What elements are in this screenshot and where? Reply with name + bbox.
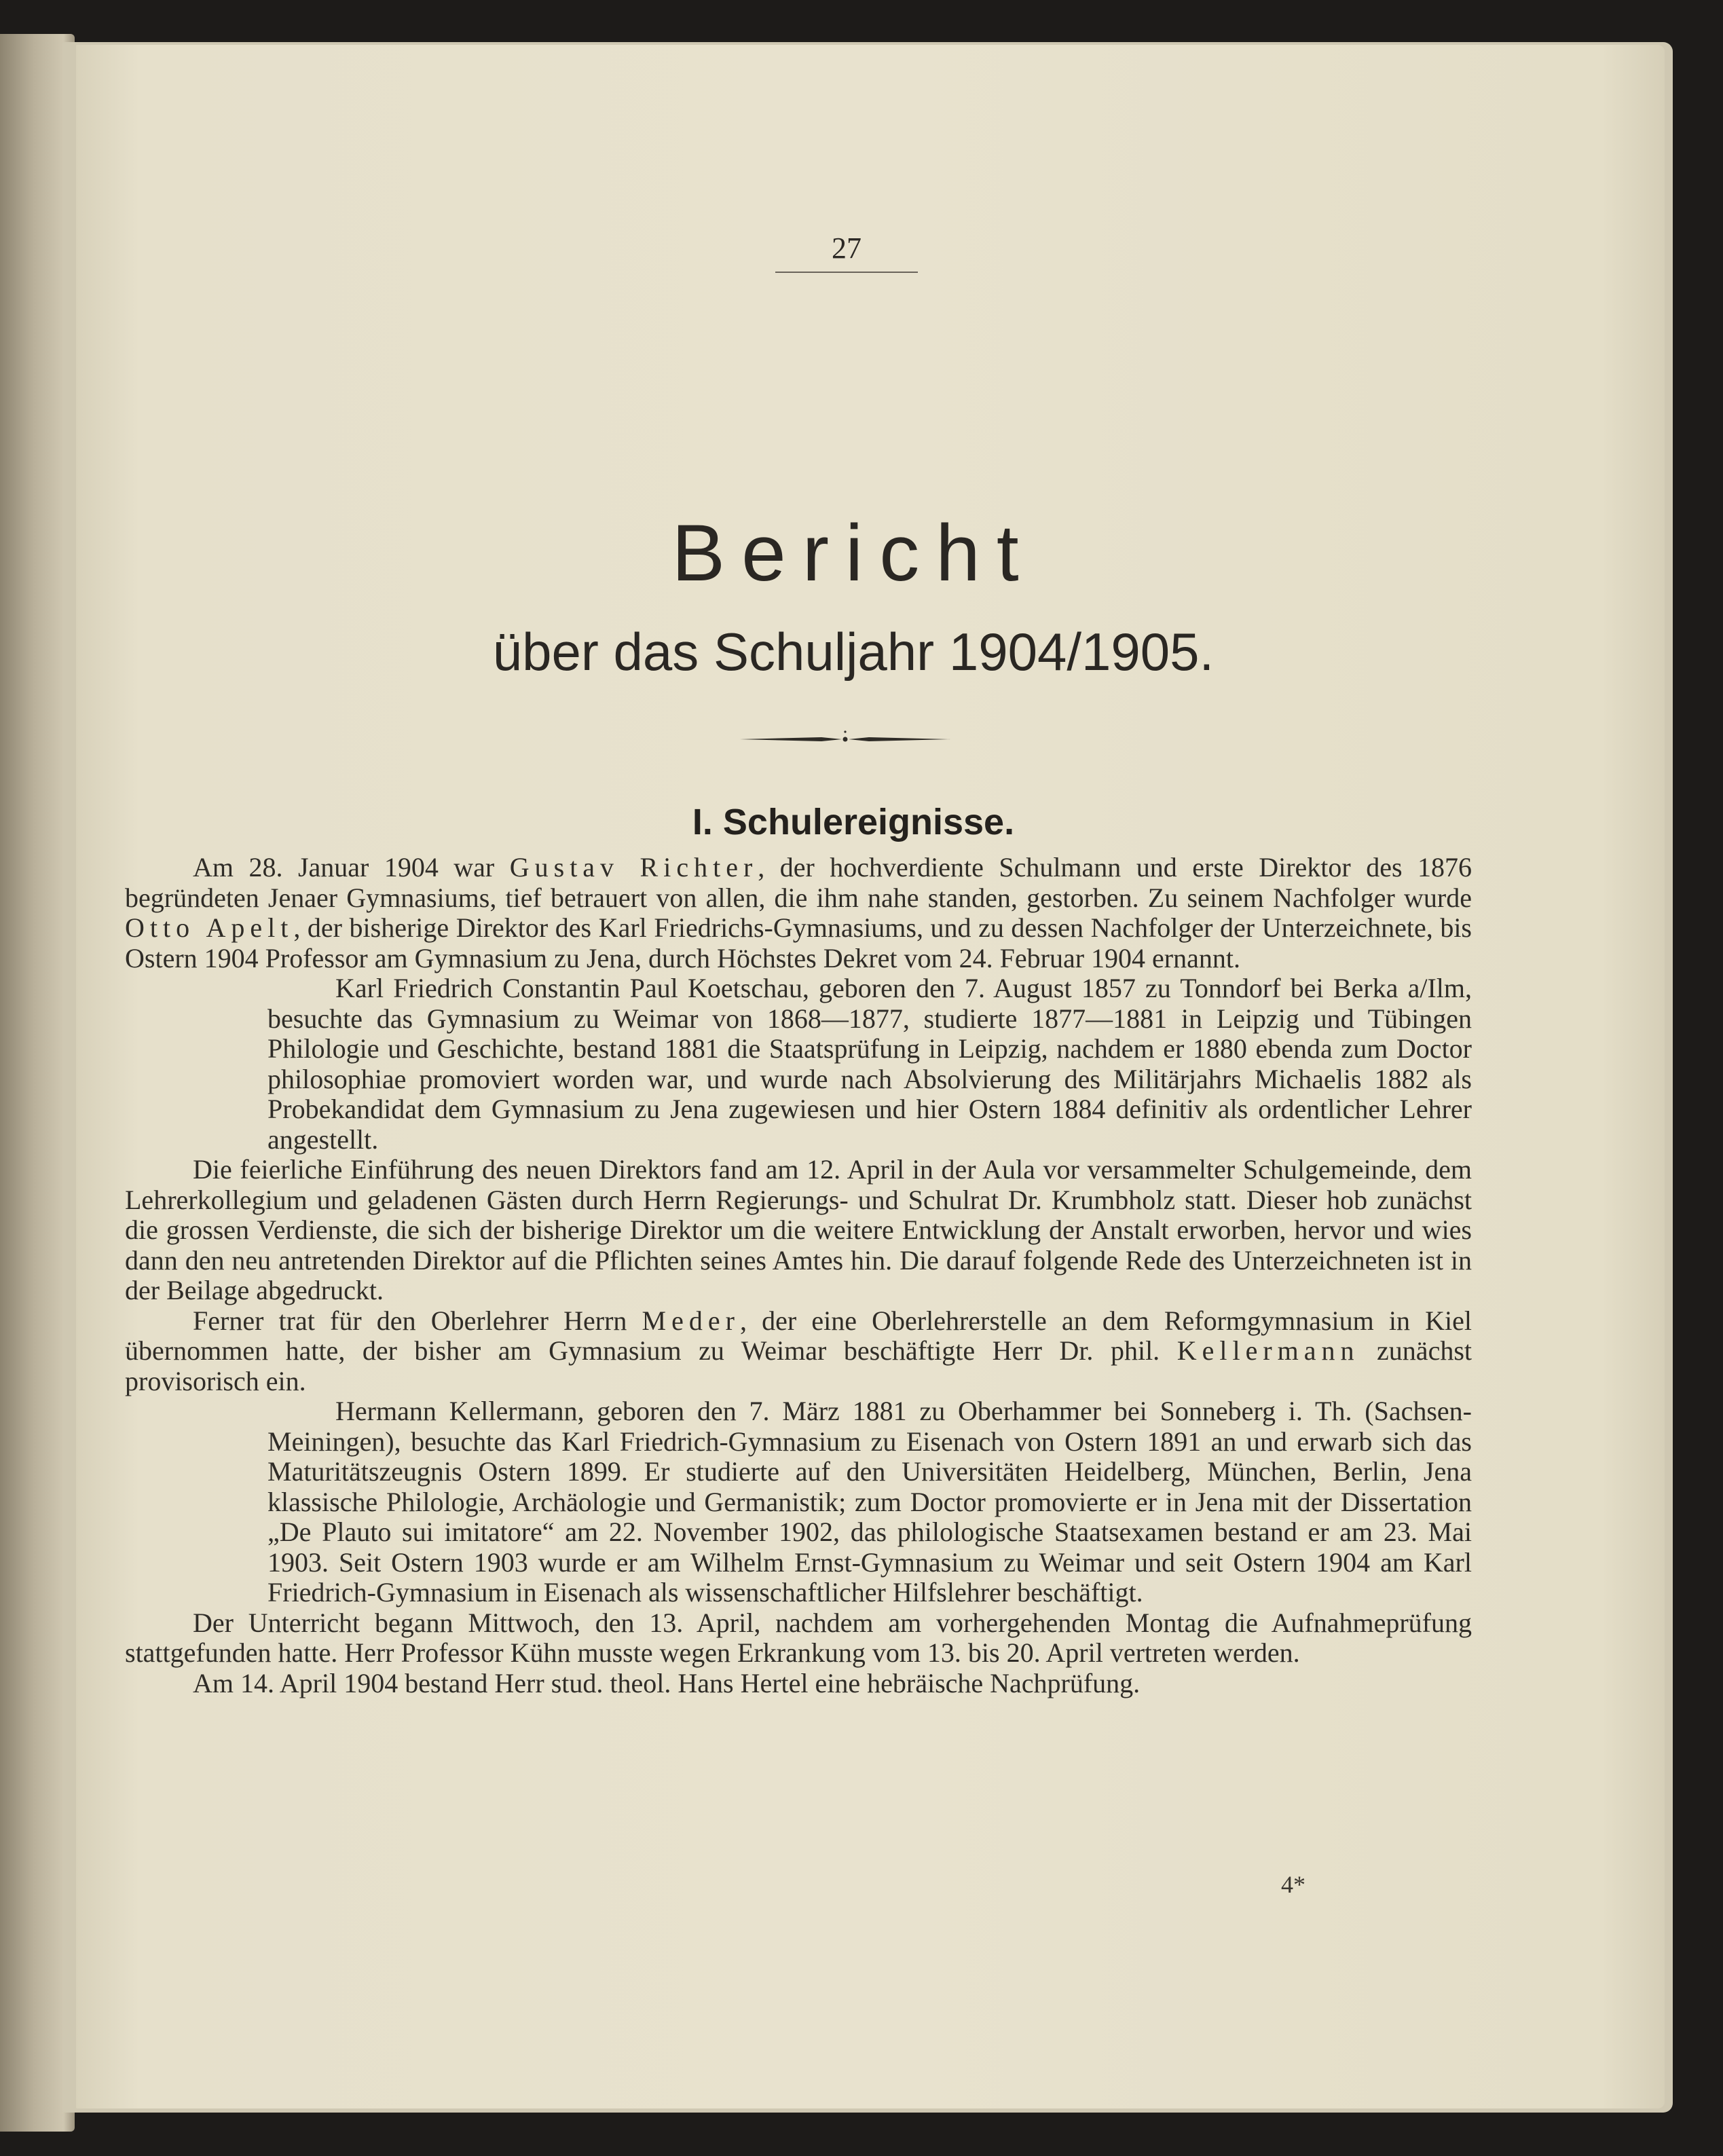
name-kellermann: Kellermann [1177,1335,1360,1366]
biography-kellermann: Hermann Kellermann, geboren den 7. März 1881 zu Oberhammer bei Sonneberg i. Th. (Sachsen-Meiningen), besuchte das Karl Friedrich-Gymnasium zu Eisenach von Ostern 1891 an und erwarb sich das Maturitätszeugnis Ostern 1899. Er studierte auf den Universitäten Heidelberg, München, Berlin, Jena klassische Philologie, Archäologie und Germanistik; zum Doctor promovierte er in Jena mit der Dissertation „De Plauto sui imitatore“ am 22. November 1902, das philologische Staatsexamen bestand er am 23. Mai 1903. Seit Ostern 1903 wurde er am Wilhelm Ernst-Gymnasium zu Weimar und seit Ostern 1904 am Karl Friedrich-Gymnasium in Eisenach als wissenschaftlicher Hilfslehrer beschäftigt. [267,1396,1472,1607]
paragraph-3-text-1: Ferner trat für den Oberlehrer Herrn [193,1305,642,1336]
paragraph-1-text-2: , der hochverdiente Schulmann und erste Direktor des 1876 begründeten Jenaer Gymnasiums, tief betrauert von allen, die ihm nahe standen, gestorben. Zu seinem Nachfolger wurde [125,852,1472,913]
paragraph-1-text-1: Am 28. Januar 1904 war [193,852,510,882]
page-number-rule [775,272,918,273]
name-otto-apelt: Otto Apelt [125,912,294,943]
paragraph-4: Der Unterricht begann Mittwoch, den 13. April, nachdem am vorhergehenden Montag die Aufnahmeprüfung stattgefunden hatte. Herr Professor Kühn musste wegen Erkrankung vom 13. bis 20. April vertreten werden. [125,1607,1472,1668]
page-subtitle: über das Schuljahr 1904/1905. [492,622,1215,682]
name-meder: Meder [642,1305,740,1336]
document-page [76,45,1665,2108]
biography-koetschau: Karl Friedrich Constantin Paul Koetschau, geboren den 7. August 1857 zu Tonndorf bei Berka a/Ilm, besuchte das Gymnasium zu Weimar von 1868—1877, studierte 1877—1881 in Leipzig und Tübingen Philologie und Geschichte, bestand 1881 die Staatsprüfung in Leipzig, nachdem er 1880 ebenda zum Doctor philosophiae promoviert worden war, und wurde nach Absolvierung des Militärjahrs Michaelis 1882 als Probekandidat dem Gymnasium zu Jena zugewiesen und hier Ostern 1884 definitiv als ordentlicher Lehrer angestellt. [267,973,1472,1155]
name-gustav-richter: Gustav Richter [509,852,758,882]
paragraph-1-text-3: , der bisherige Direktor des Karl Friedrichs-Gymnasiums, und zu dessen Nachfolger der Unterzeichnete, bis Ostern 1904 Professor am Gymnasium zu Jena, durch Höchstes Dekret vom 24. Februar 1904 ernannt. [125,912,1472,973]
paragraph-3-text-2: , der eine Oberlehrerstelle an dem Reformgymnasium in Kiel übernommen hatte, der bisher am Gymnasium zu Weimar beschäftigte Herr Dr. phil. [125,1305,1472,1366]
ornament-divider [740,729,950,749]
paragraph-1 [125,853,1472,973]
page-title: Bericht [671,508,1035,598]
paragraph-2: Die feierliche Einführung des neuen Direktors fand am 12. April in der Aula vor versammelter Schulgemeinde, dem Lehrerkollegium und geladenen Gästen durch Herrn Regierungs- und Schulrat Dr. Krumbholz statt. Dieser hob zunächst die grossen Verdienste, die sich der bisherige Direktor um die weitere Entwicklung der Anstalt erworben, hervor und wies dann den neu antretenden Direktor auf die Pflichten seines Amtes hin. Die darauf folgende Rede des Unterzeichneten ist in der Beilage abgedruckt. [125,1154,1472,1305]
section-heading: I. Schulereignisse. [692,802,1015,842]
paragraph-3 [125,1306,1472,1397]
page-number: 27 [832,231,862,265]
signature-mark: 4* [1281,1871,1305,1898]
paragraph-3-text-3: zunächst provisorisch ein. [125,1335,1472,1396]
paragraph-5: Am 14. April 1904 bestand Herr stud. theol. Hans Hertel eine hebräische Nachprüfung. [193,1667,1141,1698]
body-text [125,853,1472,1698]
